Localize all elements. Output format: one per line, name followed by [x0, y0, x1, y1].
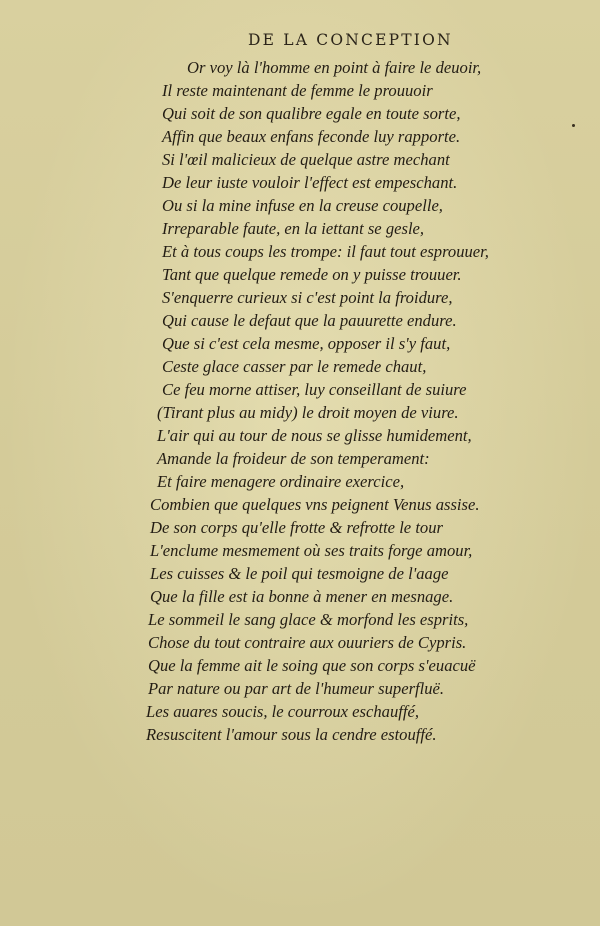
verse-line: Il reste maintenant de femme le prouuoir: [162, 81, 433, 100]
verse-line: Qui cause le defaut que la pauurette endure.: [162, 311, 457, 330]
verse-line: Si l'œil malicieux de quelque astre mechant: [162, 150, 450, 169]
verse-line: S'enquerre curieux si c'est point la froidure,: [162, 288, 453, 307]
verse-line: (Tirant plus au midy) le droit moyen de viure.: [157, 403, 459, 422]
verse-line: Et faire menagere ordinaire exercice,: [157, 472, 405, 491]
verse-line: L'enclume mesmement où ses traits forge amour,: [150, 541, 473, 560]
verse-line: Or voy là l'homme en point à faire le deuoir,: [187, 58, 482, 77]
verse-line: Que la fille est ia bonne à mener en mesnage.: [150, 587, 454, 606]
verse-line: De leur iuste vouloir l'effect est empeschant.: [162, 173, 458, 192]
verse-line: Et à tous coups les trompe: il faut tout esprouuer,: [162, 242, 489, 261]
ink-speck: [572, 124, 575, 127]
verse-line: Chose du tout contraire aux ouuriers de Cypris.: [148, 633, 467, 652]
verse-line: Tant que quelque remede on y puisse trouuer.: [162, 265, 462, 284]
verse-line: Affin que beaux enfans feconde luy rapporte.: [162, 127, 461, 146]
verse-line: Par nature ou par art de l'humeur superfluë.: [148, 679, 445, 698]
verse-line: L'air qui au tour de nous se glisse humidement,: [157, 426, 472, 445]
verse-line: Amande la froideur de son temperament:: [157, 449, 430, 468]
verse-line: Les auares soucis, le courroux eschauffé,: [146, 702, 419, 721]
verse-line: De son corps qu'elle frotte & refrotte le tour: [150, 518, 443, 537]
verse-line: Le sommeil le sang glace & morfond les esprits,: [148, 610, 469, 629]
verse-line: Les cuisses & le poil qui tesmoigne de l'aage: [150, 564, 449, 583]
verse-line: Que la femme ait le soing que son corps s'euacuë: [148, 656, 476, 675]
verse-line: Irreparable faute, en la iettant se gesle,: [162, 219, 425, 238]
verse-line: Que si c'est cela mesme, opposer il s'y faut,: [162, 334, 451, 353]
verse-line: Ce feu morne attiser, luy conseillant de suiure: [162, 380, 467, 399]
verse-line: Combien que quelques vns peignent Venus assise.: [150, 495, 480, 514]
running-header: DE LA CONCEPTION: [248, 31, 453, 49]
verse-line: Resuscitent l'amour sous la cendre estouffé.: [146, 725, 437, 744]
verse-line: Qui soit de son qualibre egale en toute sorte,: [162, 104, 461, 123]
verse-line: Ou si la mine infuse en la creuse coupelle,: [162, 196, 443, 215]
verse-line: Ceste glace casser par le remede chaut,: [162, 357, 427, 376]
